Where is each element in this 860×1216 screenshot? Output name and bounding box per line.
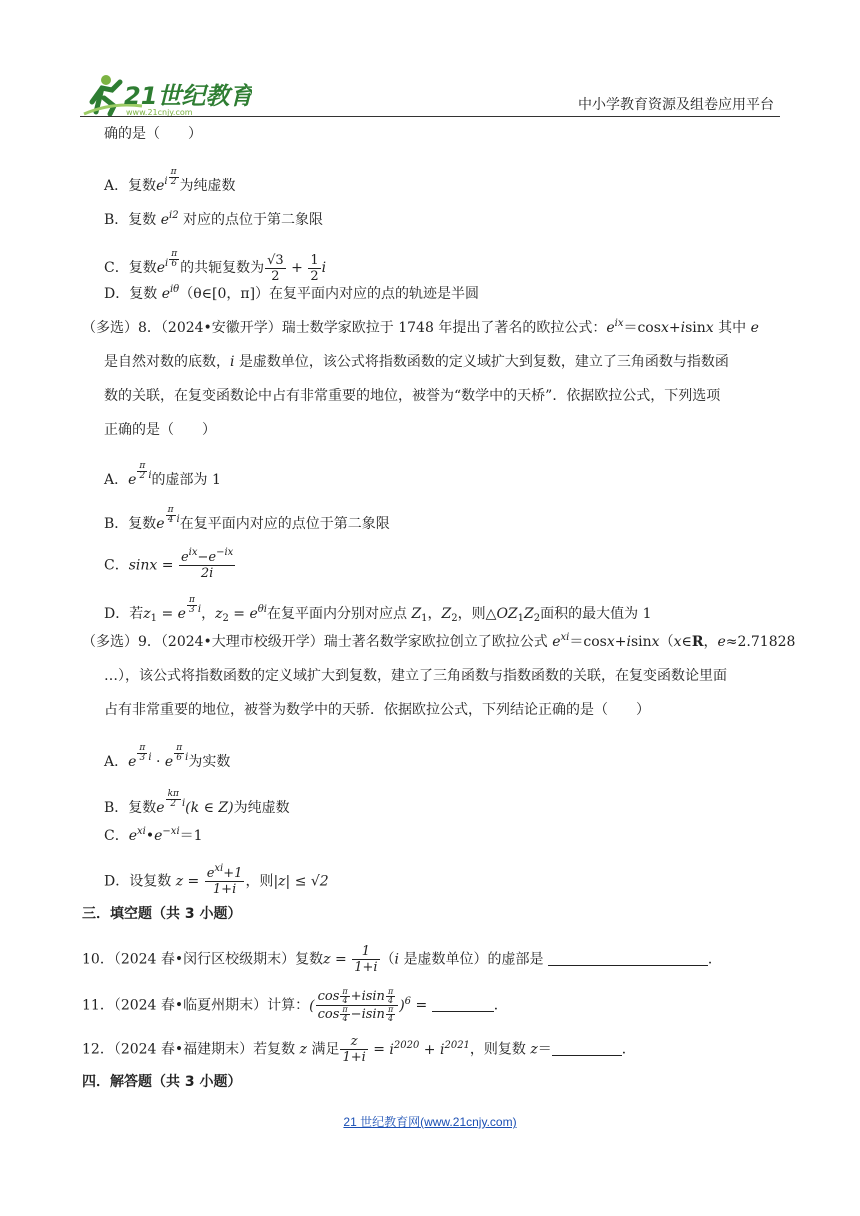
section-answer: 四．解答题（共 3 小题） — [82, 1074, 242, 1090]
q9-option-d: D．设复数 z = $\frac{e^{xi}+1}{1+i}$ ，则|z| ≤ √2 — [104, 863, 329, 897]
q9-line-2: …），该公式将指数函数的定义域扩大到复数，建立了三角函数与指数函数的关联，在复变函数论里面 — [104, 668, 727, 684]
q9-option-c: C．$e^{xi}•e^{-xi}=1$ — [104, 826, 203, 844]
q7-option-c: C．复数$e^{i \frac{\pi}{6}}$ 的共轭复数为 $\frac{√3}{2}$ + $\frac{1}{2}$ i — [104, 249, 327, 284]
q8-line-2: 是自然对数的底数，i 是虚数单位，该公式将指数函数的定义域扩大到复数，建立了三角函数与指数函 — [104, 354, 729, 370]
q9-line-1: （多选）9．（2024•大理市校级开学）瑞士著名数学家欧拉创立了欧拉公式 $e^{xi}=\cos x+isinx(x\in R$，e≈2.71828 — [82, 632, 796, 650]
logo-sub: www.21cnjy.com — [126, 108, 193, 117]
runner-logo-icon — [82, 72, 252, 118]
header-divider — [80, 116, 780, 117]
q9-line-3: 占有非常重要的地位，被誉为数学中的天骄．依据欧拉公式，下列结论正确的是（ ） — [104, 702, 650, 718]
q8-line-4: 正确的是（ ） — [104, 422, 216, 438]
section-fill-in: 三．填空题（共 3 小题） — [82, 906, 242, 922]
footer-link[interactable]: 21 世纪教育网(www.21cnjy.com) — [343, 1115, 517, 1129]
q10: 10．（2024 春•闵行区校级期末）复数z = $\frac{1}{1+i}$ （i 是虚数单位）的虚部是 ． — [82, 944, 722, 975]
q8-option-a: A．e $^{\frac{\pi}{2} i}$的虚部为 1 — [104, 461, 221, 488]
q7-option-a: A．复数$e^{i \frac{\pi}{2}}$ 为纯虚数 — [104, 167, 236, 194]
header-platform-name: 中小学教育资源及组卷应用平台 — [578, 97, 774, 113]
q8-option-b: B．复数e $^{\frac{\pi}{4} i}$在复平面内对应的点位于第二象限 — [104, 505, 390, 532]
q8-option-c: C．sinx = $\frac{e^{ix}-e^{-ix}}{2i}$ — [104, 547, 234, 581]
q9-option-a: A．e $^{\frac{\pi}{3} i}$ · e $^{\frac{\pi}{6} i}$为实数 — [104, 743, 231, 770]
q8-option-d: D．若$z_1 = e$ $^{\frac{\pi}{3} i}$，$z_2 = e^{\theta i}$在复平面内分别对应点 $Z_1$，$Z_2$，则$\triangle OZ_1Z_2$面积的最大值为 1 — [104, 595, 652, 624]
q7-option-b: B．复数 $e^{i2}$ 对应的点位于第二象限 — [104, 210, 324, 228]
logo-text: 21世纪教育 — [124, 82, 252, 110]
q12: 12．（2024 春•福建期末）若复数 z 满足 $\frac{z}{1+i}$ = $i^{2020} + i^{2021}$，则复数 z＝ ． — [82, 1034, 636, 1065]
logo — [82, 72, 252, 118]
q9-option-b: B．复数e $^{\frac{k\pi}{2} i}$(k ∈ Z)为纯虚数 — [104, 789, 290, 816]
q7-option-d: D．复数 $e^{i\theta}(\theta\in[0$，π]）在复平面内对应的点的轨迹是半圆 — [104, 284, 480, 302]
q11: 11．（2024 春•临夏州期末）计算：( cos $\frac{\pi}{4}$ +isin $\frac{\pi}{4}$ cos $\frac{\pi}{4}$ −isin $\frac{\pi}{4}$ )$^6$ = ． — [82, 987, 508, 1023]
q8-line-3: 数的关联，在复变函数论中占有非常重要的地位，被誉为“数学中的天桥”．依据欧拉公式，下列选项 — [104, 388, 721, 404]
q7-tail: 确的是（ ） — [104, 126, 202, 142]
q8-line-1: （多选）8．（2024•安徽开学）瑞士数学家欧拉于 1748 年提出了著名的欧拉公式：$e^{ix}=\cos x+isinx$ 其中 e — [82, 318, 759, 336]
